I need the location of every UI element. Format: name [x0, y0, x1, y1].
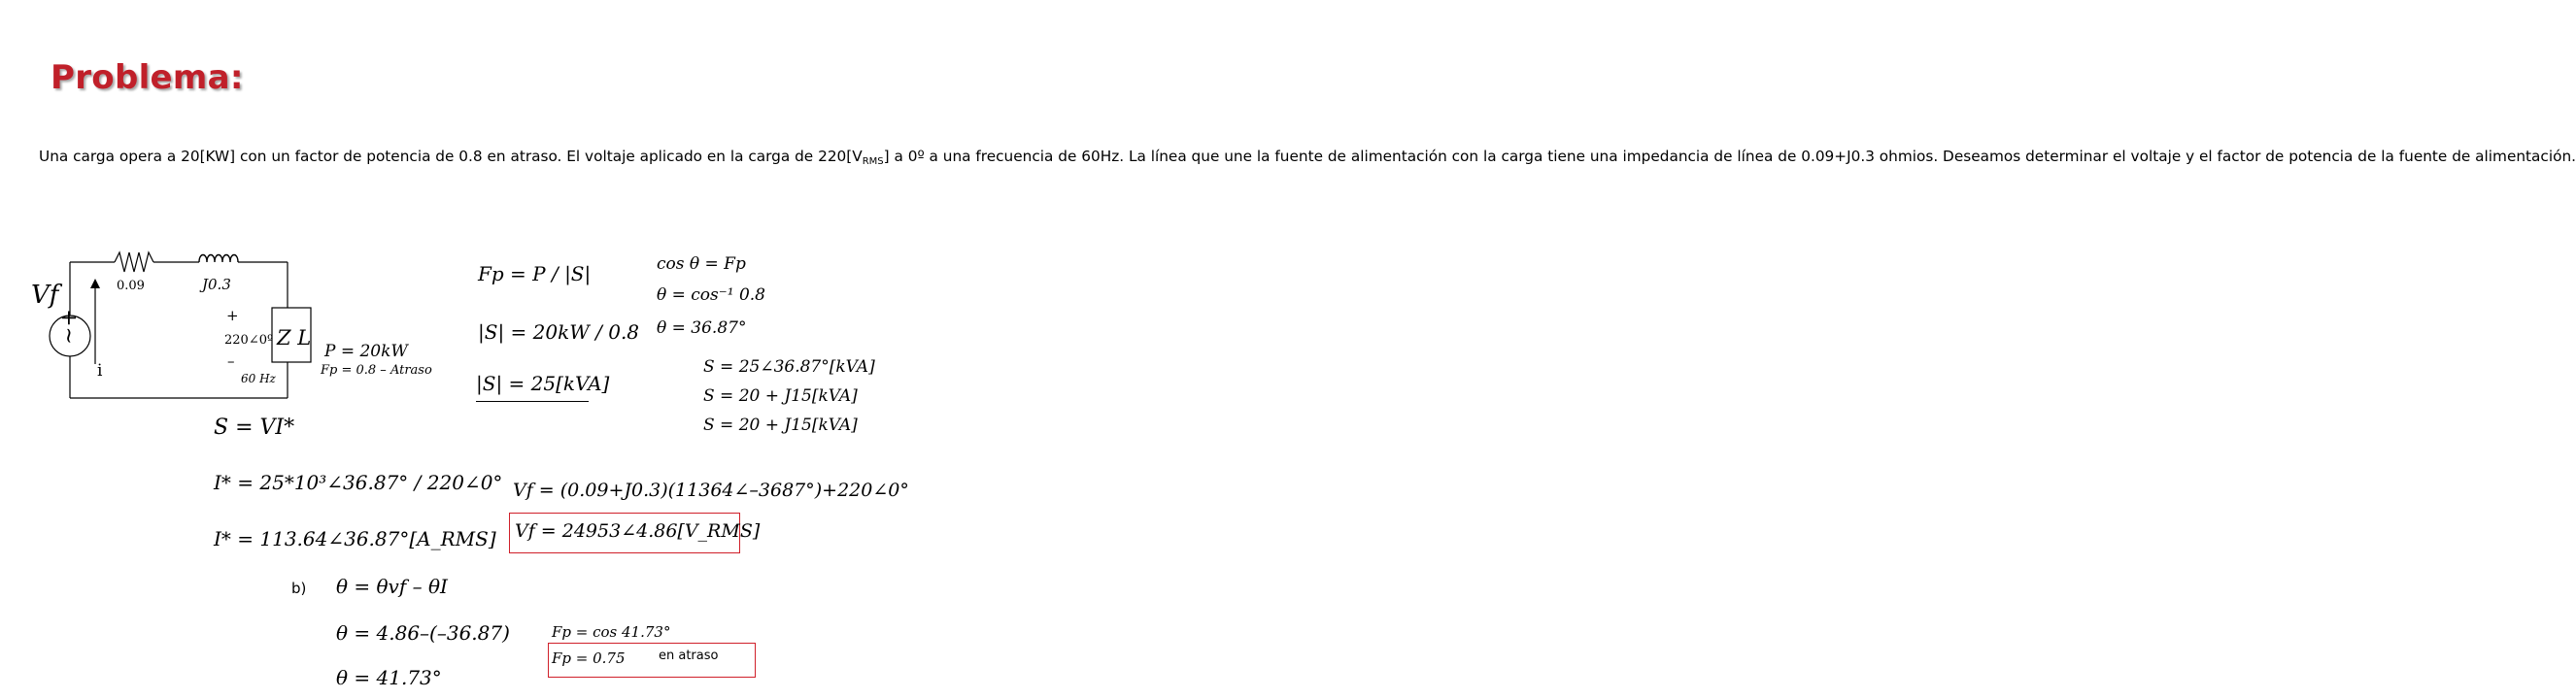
- eq-fp-result: Fp = 0.75: [552, 649, 626, 667]
- inductor-label: J0.3: [202, 276, 231, 293]
- problem-statement: [39, 144, 2576, 175]
- circuit-diagram: [0, 248, 457, 403]
- eq-fp-cos: Fp = cos 41.73°: [552, 623, 671, 641]
- eq-current-3: I* = 113.64∠36.87°[A_RMS]: [214, 527, 496, 550]
- eq-b-3: θ = 41.73°: [336, 666, 442, 689]
- plus-sign: +: [226, 307, 239, 324]
- eq-s-2: S = 20 + J15[kVA]: [703, 386, 858, 406]
- eq-b-1: θ = θvf – θI: [336, 575, 448, 598]
- problem-text-part2: ] a 0º a una frecuencia de 60Hz. La línea que une la fuente de alimentación con la carga tiene una impedancia de línea de 0.09+J0.3 ohmios. Deseamos determinar el voltaje y el factor de potencia de la fuente de alimentación.: [883, 148, 2576, 165]
- lag-note: en atraso: [659, 649, 719, 663]
- minus-sign: –: [227, 352, 235, 370]
- eq-s-result: |S| = 25[kVA]: [476, 372, 589, 402]
- eq-theta-3: θ = 36.87°: [657, 318, 747, 338]
- eq-b-2: θ = 4.86–(–36.87): [336, 621, 510, 645]
- eq-current-1: S = VI*: [214, 416, 295, 440]
- load-voltage: 220∠0º: [224, 333, 274, 348]
- problem-text-part1: Una carga opera a 20[KW] con un factor de potencia de 0.8 en atraso. El voltaje aplicado en la carga de 220[V: [39, 148, 863, 165]
- eq-s-3: S = 20 + J15[kVA]: [703, 416, 858, 435]
- source-symbols: ~+: [57, 309, 82, 345]
- pf-label: Fp = 0.8 – Atraso: [321, 363, 432, 378]
- eq-s-1: S = 25∠36.87°[kVA]: [703, 357, 875, 377]
- frequency-label: 60 Hz: [241, 372, 276, 385]
- eq-theta-1: cos θ = Fp: [657, 254, 746, 274]
- eq-vf-1: Vf = (0.09+J0.3)(11364∠–3687°)+220∠0°: [513, 480, 909, 501]
- part-b-label: b): [291, 580, 307, 597]
- rms-subscript: RMS: [862, 156, 884, 167]
- eq-s-calc: |S| = 20kW / 0.8: [478, 320, 640, 344]
- current-arrow-icon: [90, 279, 100, 288]
- current-label: i: [97, 361, 103, 381]
- page-title: Problema:: [51, 58, 244, 97]
- eq-vf-2: Vf = 24953∠4.86[V_RMS]: [515, 520, 761, 542]
- eq-current-2: I* = 25*10³∠36.87° / 220∠0°: [214, 471, 503, 494]
- eq-fp-definition: Fp = P / |S|: [478, 262, 592, 285]
- load-label: Z L: [277, 326, 312, 350]
- resistor-label: 0.09: [117, 279, 145, 293]
- eq-theta-2: θ = cos⁻¹ 0.8: [657, 285, 765, 305]
- power-label: P = 20kW: [324, 342, 408, 361]
- source-label: Vf: [31, 281, 59, 310]
